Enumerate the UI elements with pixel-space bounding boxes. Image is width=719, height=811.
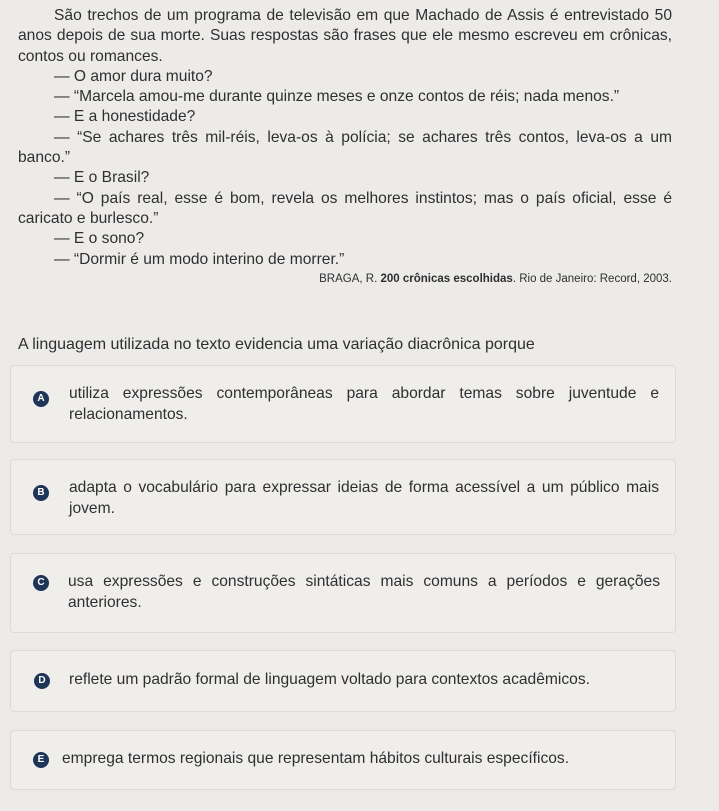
dialogue-line-6: — “O país real, esse é bom, revela os melhores instintos; mas o país oficial, esse é caricato e burlesco.” [18,189,672,227]
option-d[interactable] [10,650,676,712]
source-citation [18,270,672,288]
dialogue-line-1: — O amor dura muito? [54,67,213,85]
dialogue-line-2: — “Marcela amou-me durante quinze meses e onze contos de réis; nada menos.” [54,88,620,106]
dialogue-line-7: — E o sono? [54,230,145,248]
option-e-text: emprega termos regionais que representam hábitos culturais específicos. [62,750,570,767]
option-a[interactable] [10,365,676,443]
option-a-letter: A [33,391,49,407]
option-c[interactable] [10,553,676,633]
option-e[interactable] [10,730,676,790]
option-d-letter: D [34,673,50,689]
passage-intro: São trechos de um programa de televisão em que Machado de Assis é entrevistado 50 anos depois de sua morte. Suas respostas são frases que ele mesmo escreveu em crônicas, contos ou romances. [18,7,672,65]
dialogue-line-5: — E o Brasil? [54,169,150,187]
option-a-text: utiliza expressões contemporâneas para abordar temas sobre juventude e relacionamentos. [69,385,659,423]
dialogue-line-3: — E a honestidade? [54,108,196,126]
option-b-text: adapta o vocabulário para expressar ideias de forma acessível a um público mais jovem. [69,479,659,517]
source-rest: . Rio de Janeiro: Record, 2003. [512,272,672,285]
source-title: 200 crônicas escolhidas [380,272,513,285]
option-b-letter: B [33,485,49,501]
option-b[interactable] [10,459,676,535]
option-c-letter: C [33,575,49,591]
option-e-letter: E [33,752,49,768]
passage-text [18,6,672,288]
question-stem: A linguagem utilizada no texto evidencia uma variação diacrônica porque [18,336,535,353]
option-d-text: reflete um padrão formal de linguagem voltado para contextos acadêmicos. [69,671,590,688]
dialogue-line-8: — “Dormir é um modo interino de morrer.” [54,250,345,268]
option-c-text: usa expressões e construções sintáticas mais comuns a períodos e gerações anteriores. [68,573,660,611]
dialogue-line-4: — “Se achares três mil-réis, leva-os à polícia; se achares três contos, leva-os a um banco.” [18,128,672,167]
source-author: BRAGA, R. [319,272,381,285]
